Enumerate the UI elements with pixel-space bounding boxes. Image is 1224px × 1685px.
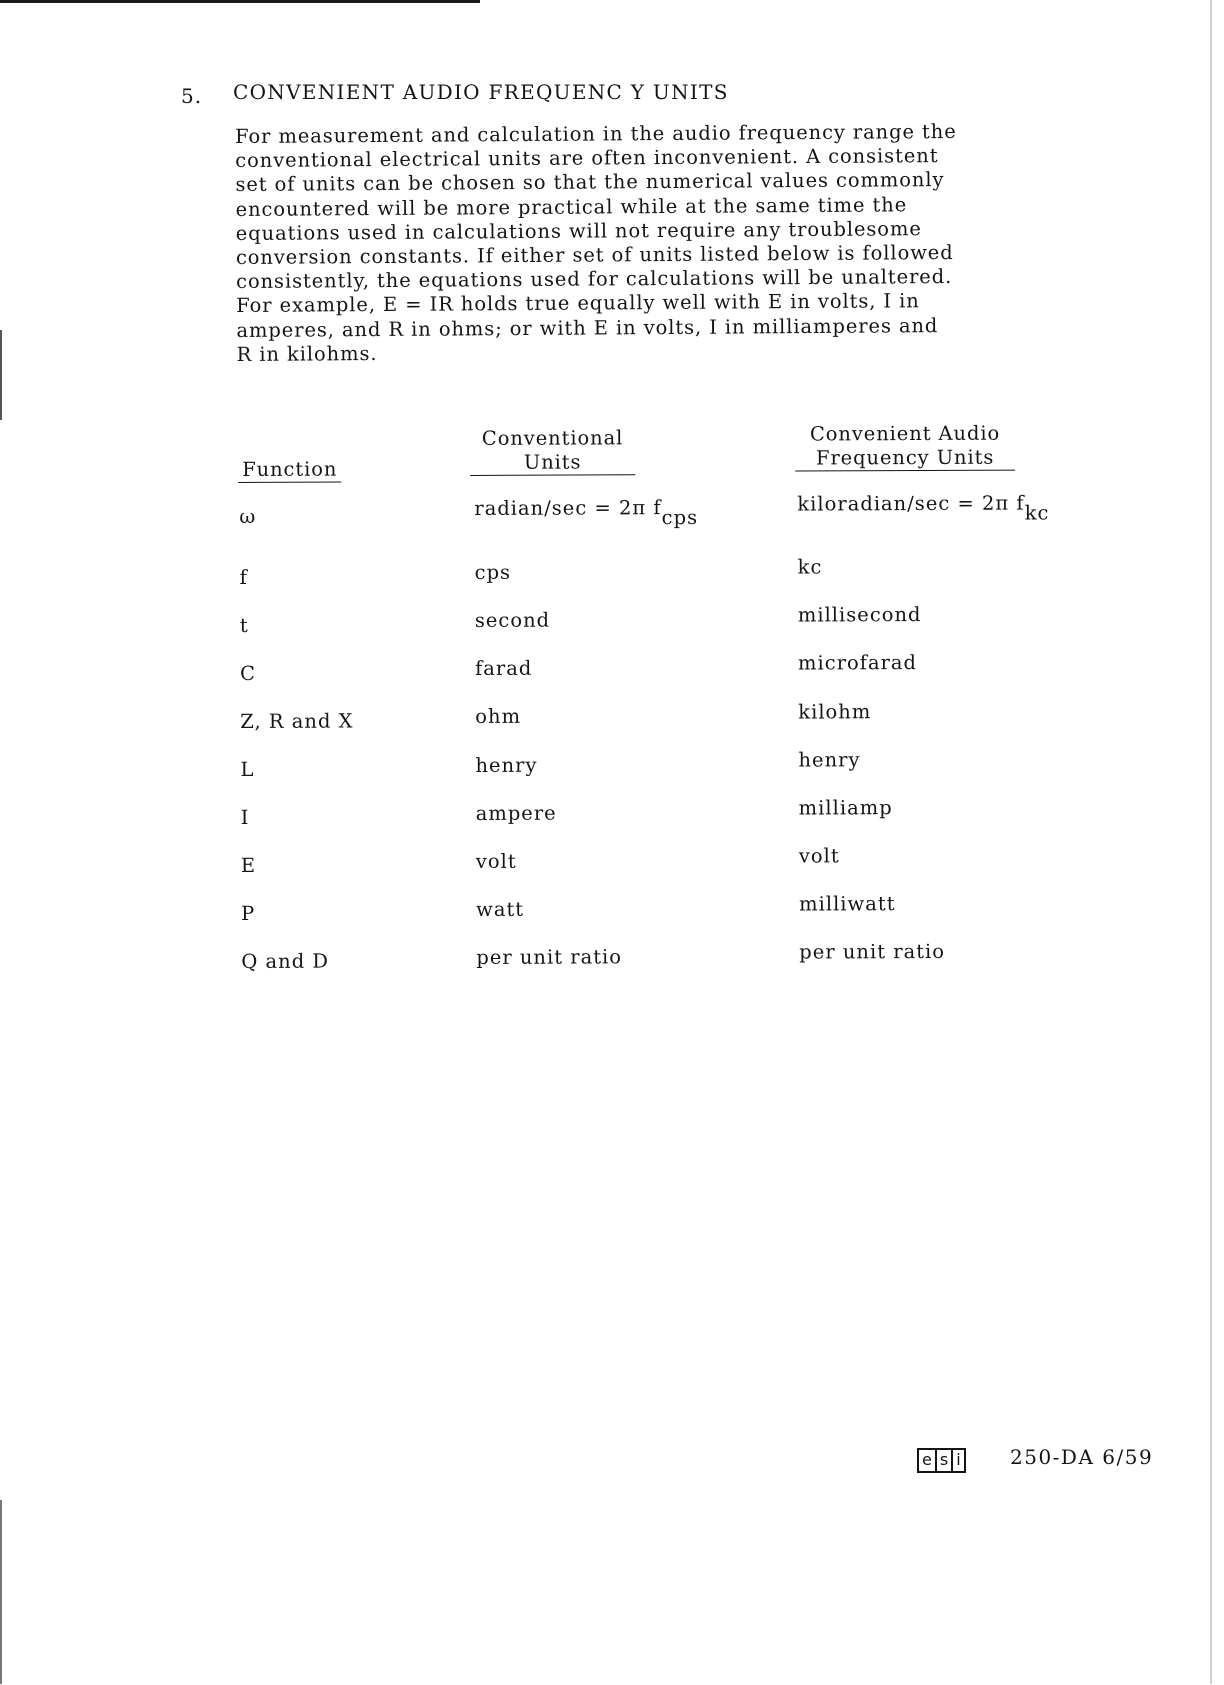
- row-conventional: farad: [474, 656, 533, 680]
- row-function: t: [239, 613, 249, 637]
- esi-logo-letter: s: [937, 1450, 953, 1471]
- row-audio-subscript: kc: [1024, 501, 1050, 525]
- row-function: Q and D: [241, 949, 330, 973]
- row-conventional: volt: [475, 849, 517, 873]
- row-audio: [797, 491, 1050, 525]
- row-audio: per unit ratio: [799, 939, 946, 964]
- row-function: Z, R and X: [240, 709, 354, 733]
- row-function: f: [239, 565, 248, 589]
- row-audio: milliwatt: [799, 892, 896, 916]
- row-conventional: cps: [474, 560, 512, 584]
- esi-logo: [917, 1448, 966, 1473]
- row-audio: kc: [797, 555, 823, 579]
- row-audio: volt: [798, 844, 840, 868]
- intro-line: conversion constants. If either set of units listed below is followed: [235, 241, 954, 270]
- esi-logo-letter: i: [956, 1450, 961, 1469]
- row-function: I: [240, 805, 250, 829]
- intro-line: amperes, and R in ohms; or with E in volts, I in milliamperes and: [236, 313, 939, 342]
- row-conventional: henry: [475, 753, 538, 777]
- intro-line: set of units can be chosen so that the numerical values commonly: [235, 168, 945, 197]
- header-conventional-line2: Units: [470, 450, 635, 476]
- header-conventional: [470, 426, 635, 476]
- intro-line: consistently, the equations used for calculations will be unaltered.: [236, 265, 953, 294]
- row-audio: milliamp: [798, 796, 893, 820]
- row-audio: henry: [798, 748, 861, 772]
- intro-line: conventional electrical units are often inconvenient. A consistent: [235, 144, 939, 173]
- row-function: L: [240, 757, 255, 781]
- intro-line: equations used in calculations will not require any troublesome: [235, 217, 922, 245]
- header-conventional-line1: Conventional: [481, 426, 624, 450]
- header-audio: [795, 422, 1015, 472]
- row-audio: microfarad: [797, 651, 918, 675]
- intro-line: For example, E = IR holds true equally well with E in volts, I in: [236, 289, 920, 318]
- row-conventional: second: [474, 608, 551, 632]
- row-conventional: watt: [476, 897, 525, 921]
- header-audio-line1: Convenient Audio: [809, 421, 1001, 446]
- esi-logo-letter: e: [919, 1450, 937, 1471]
- row-function: C: [240, 661, 257, 685]
- row-function: P: [241, 901, 256, 925]
- document-code: 250-DA 6/59: [1010, 1445, 1154, 1469]
- row-conventional: per unit ratio: [476, 945, 623, 969]
- row-conventional: [474, 496, 699, 530]
- row-conventional: ohm: [475, 704, 522, 728]
- intro-line: encountered will be more practical while at the same time the: [235, 192, 908, 221]
- row-audio: kilohm: [798, 700, 872, 724]
- intro-line: For measurement and calculation in the audio frequency range the: [235, 119, 957, 148]
- row-conventional-subscript: cps: [661, 505, 699, 530]
- row-conventional-text: radian/sec = 2π f: [474, 496, 662, 520]
- row-function: E: [240, 853, 257, 877]
- scan-left-edge-mark: [0, 1500, 2, 1684]
- header-function: [238, 458, 341, 483]
- row-audio: millisecond: [797, 603, 922, 627]
- row-function: ω: [239, 504, 257, 528]
- intro-line: R in kilohms.: [236, 341, 378, 366]
- row-conventional: ampere: [475, 801, 557, 825]
- row-audio-text: kiloradian/sec = 2π f: [797, 491, 1025, 516]
- section-number: 5.: [181, 84, 203, 108]
- section-title: CONVENIENT AUDIO FREQUENC Y UNITS: [233, 80, 729, 104]
- header-audio-line2: Frequency Units: [795, 446, 1015, 472]
- header-function-label: Function: [238, 458, 341, 483]
